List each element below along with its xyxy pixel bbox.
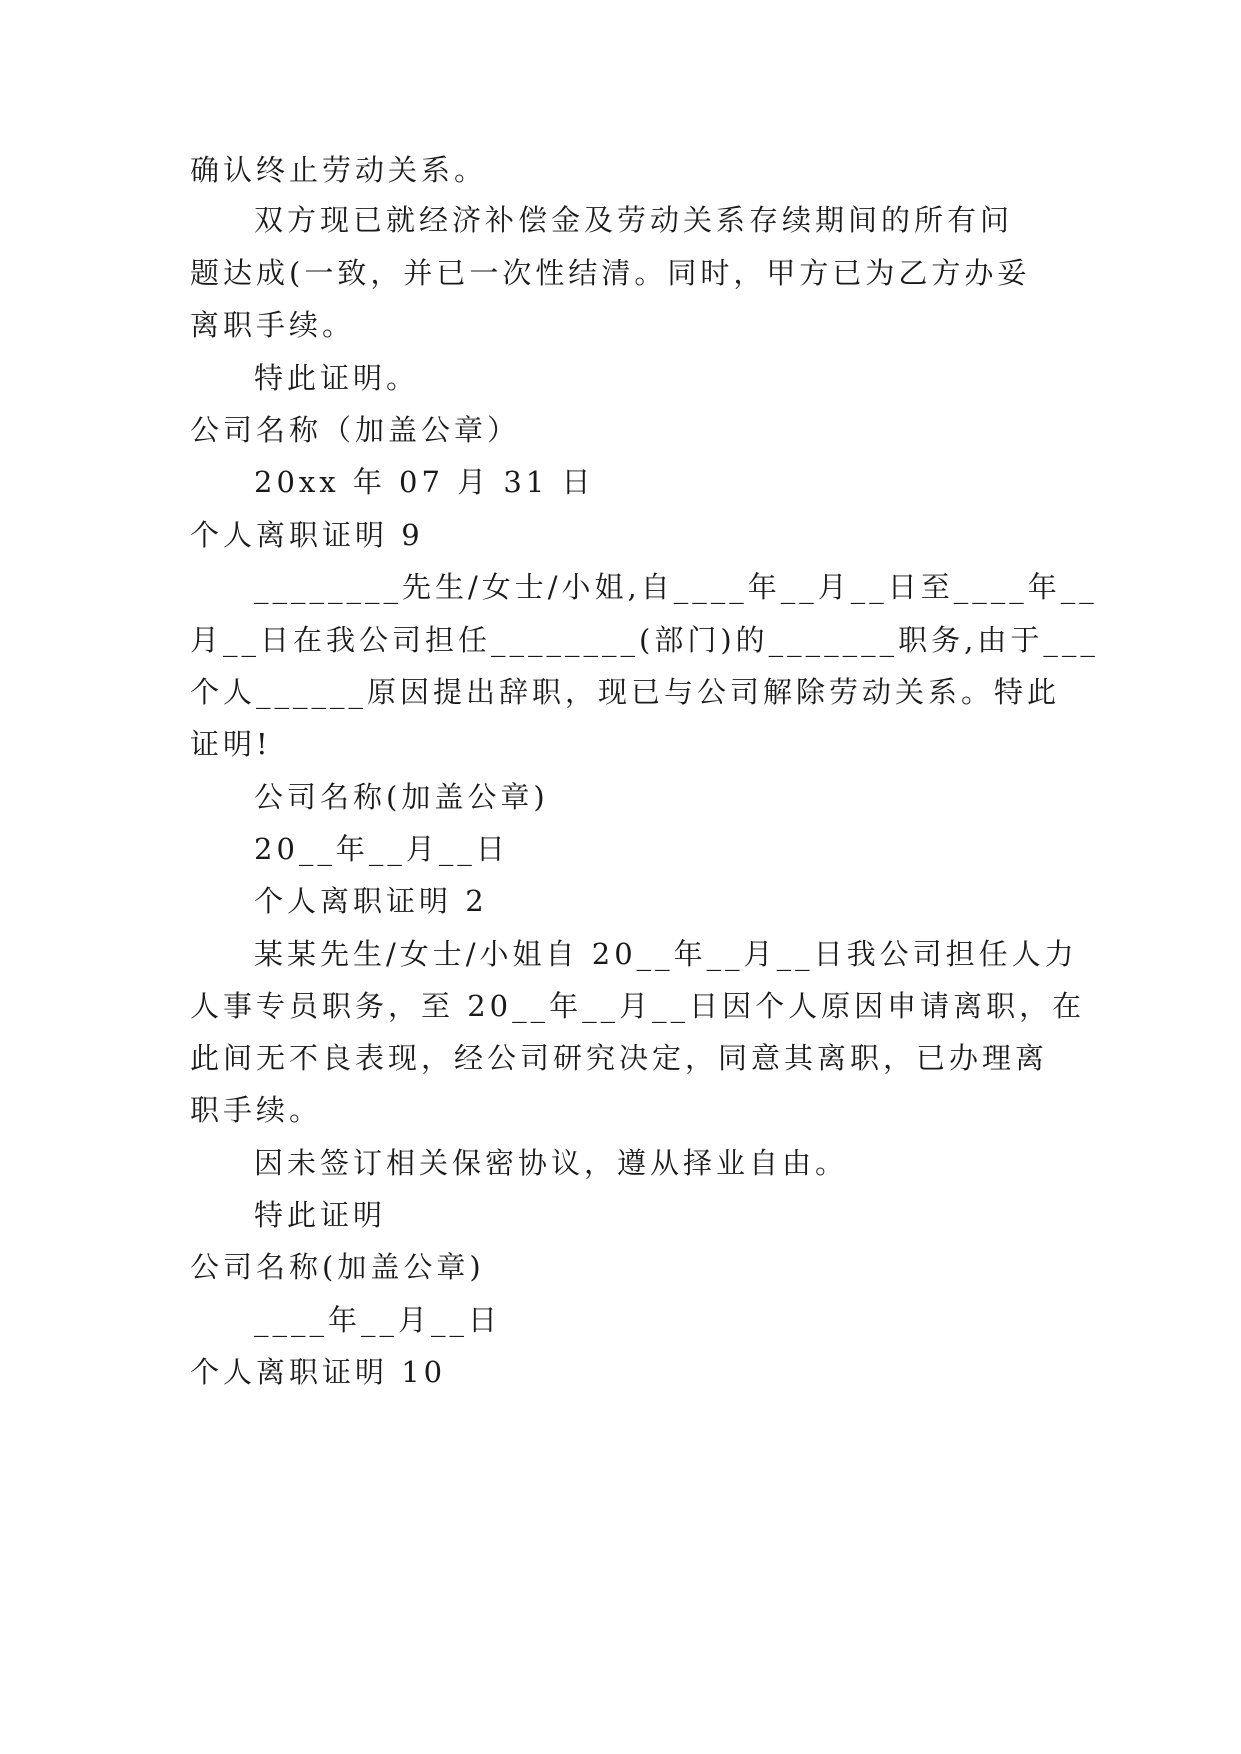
section-title: 个人离职证明 9 bbox=[190, 518, 424, 552]
paragraph-line: 此间无不良表现，经公司研究决定，同意其离职，已办理离 bbox=[190, 1041, 1049, 1075]
paragraph-line: 确认终止劳动关系。 bbox=[190, 153, 488, 187]
date-line: 20__年__月__日 bbox=[254, 832, 509, 866]
section-title: 个人离职证明 2 bbox=[254, 884, 488, 918]
paragraph-line: 因未签订相关保密协议，遵从择业自由。 bbox=[254, 1146, 849, 1180]
date-line: ____年__月__日 bbox=[254, 1303, 502, 1337]
paragraph-line: 题达成(一致，并已一次性结清。同时，甲方已为乙方办妥 bbox=[190, 256, 1031, 290]
paragraph-line: 特此证明。 bbox=[254, 361, 420, 395]
company-seal-line: 公司名称（加盖公章） bbox=[190, 413, 521, 447]
paragraph-line: 特此证明 bbox=[254, 1198, 387, 1232]
paragraph-line: ________先生/女士/小姐,自____年__月__日至____年__ bbox=[254, 570, 1098, 604]
date-line: 20xx 年 07 月 31 日 bbox=[254, 465, 595, 499]
paragraph-line: 某某先生/女士/小姐自 20__年__月__日我公司担任人力 bbox=[254, 937, 1078, 971]
paragraph-line: 人事专员职务，至 20__年__月__日因个人原因申请离职，在 bbox=[190, 989, 1086, 1023]
paragraph-line: 月__日在我公司担任________(部门)的_______职务,由于___ bbox=[190, 623, 1099, 657]
paragraph-line: 证明! bbox=[190, 727, 272, 761]
paragraph-line: 离职手续。 bbox=[190, 308, 356, 342]
paragraph-line: 个人______原因提出辞职，现已与公司解除劳动关系。特此 bbox=[190, 675, 1061, 709]
paragraph-line: 双方现已就经济补偿金及劳动关系存续期间的所有问 bbox=[254, 203, 1014, 237]
section-title: 个人离职证明 10 bbox=[190, 1355, 447, 1389]
paragraph-line: 职手续。 bbox=[190, 1093, 323, 1127]
company-seal-line: 公司名称(加盖公章) bbox=[254, 780, 549, 814]
company-seal-line: 公司名称(加盖公章) bbox=[190, 1250, 485, 1284]
